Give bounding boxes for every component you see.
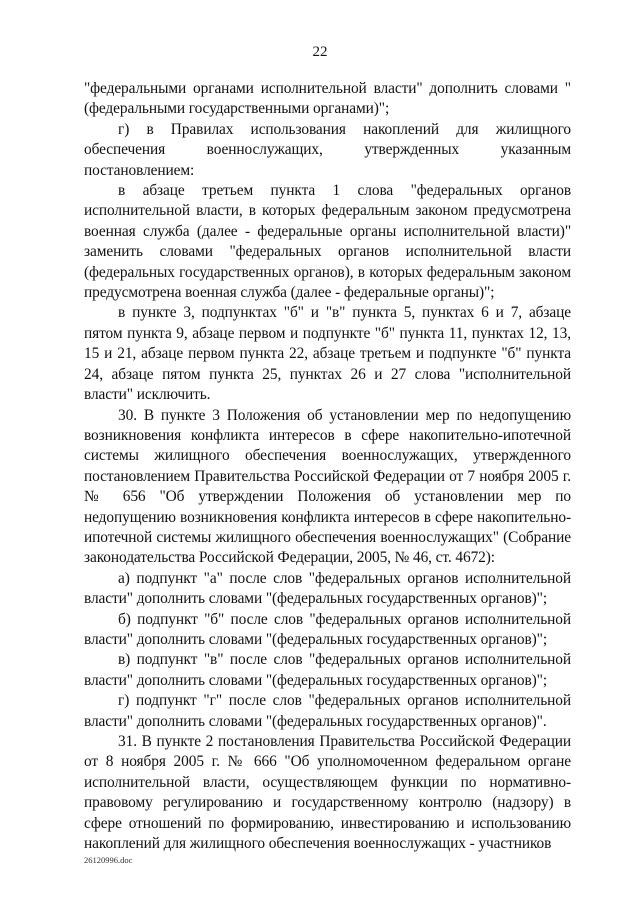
paragraph-point-1-replacement: в абзаце третьем пункта 1 слова "федеральных органов исполнительной власти, в которых федеральным законом предусмотрена военная служба (далее - федеральные органы исполнительной власти)" заменить словами "федеральных органов исполнительной власти (федеральных государственных органов), в которых федеральным законом предусмотрена военная служба (далее - федеральные органы)"; bbox=[84, 182, 571, 302]
paragraph-subitem-a: а) подпункт "а" после слов "федеральных органов исполнительной власти" дополнить словами "(федеральных государственных органов)"; bbox=[84, 569, 571, 608]
paragraph-item-g-rules: г) в Правилах использования накоплений для жилищного обеспечения военнослужащих, утвержденных указанным постановлением: bbox=[84, 120, 571, 179]
paragraph-section-31: 31. В пункте 2 постановления Правительства Российской Федерации от 8 ноября 2005 г. № 666 "Об уполномоченном федеральном органе исполнительной власти, осуществляющем функции по нормативно-правовому регулированию и государственному контролю (надзору) в сфере отношений по формированию, инвестированию и использованию накоплений для жилищного обеспечения военнослужащих - участников bbox=[84, 733, 571, 853]
paragraph-continuation: "федеральными органами исполнительной власти" дополнить словами "(федеральными государственными органами)"; bbox=[84, 80, 571, 118]
page-number: 22 bbox=[312, 44, 328, 60]
paragraph-subitem-v: в) подпункт "в" после слов "федеральных органов исполнительной власти" дополнить словами "(федеральных государственных органов)"; bbox=[84, 651, 571, 689]
footer-filename: 26120996.doc bbox=[84, 855, 133, 865]
paragraph-section-30: 30. В пункте 3 Положения об установлении мер по недопущению возникновения конфликта интересов в сфере накопительно-ипотечной системы жилищного обеспечения военнослужащих, утвержденного постановлением Правительства Российской Федерации от 7 ноября 2005 г. № 656 "Об утверждении Положения об установлении мер по недопущению возникновения конфликта интересов в сфере накопительно-ипотечной системы жилищного обеспечения военнослужащих" (Собрание законодательства Российской Федерации, 2005, № 46, ст. 4672): bbox=[84, 406, 571, 567]
paragraph-subitem-b: б) подпункт "б" после слов "федеральных органов исполнительной власти" дополнить словами "(федеральных государственных органов)"; bbox=[84, 610, 571, 648]
paragraph-exclusion: в пункте 3, подпунктах "б" и "в" пункта 5, пунктах 6 и 7, абзаце пятом пункта 9, абзаце первом и подпункте "б" пункта 11, пунктах 12, 13, 15 и 21, абзаце первом пункта 22, абзаце третьем и подпункте "б" пункта 24, абзаце пятом пункта 25, пунктах 26 и 27 слова "исполнительной власти" исключить. bbox=[84, 304, 571, 404]
paragraph-subitem-g: г) подпункт "г" после слов "федеральных органов исполнительной власти" дополнить словами "(федеральных государственных органов)". bbox=[84, 692, 571, 730]
document-body bbox=[84, 79, 571, 854]
